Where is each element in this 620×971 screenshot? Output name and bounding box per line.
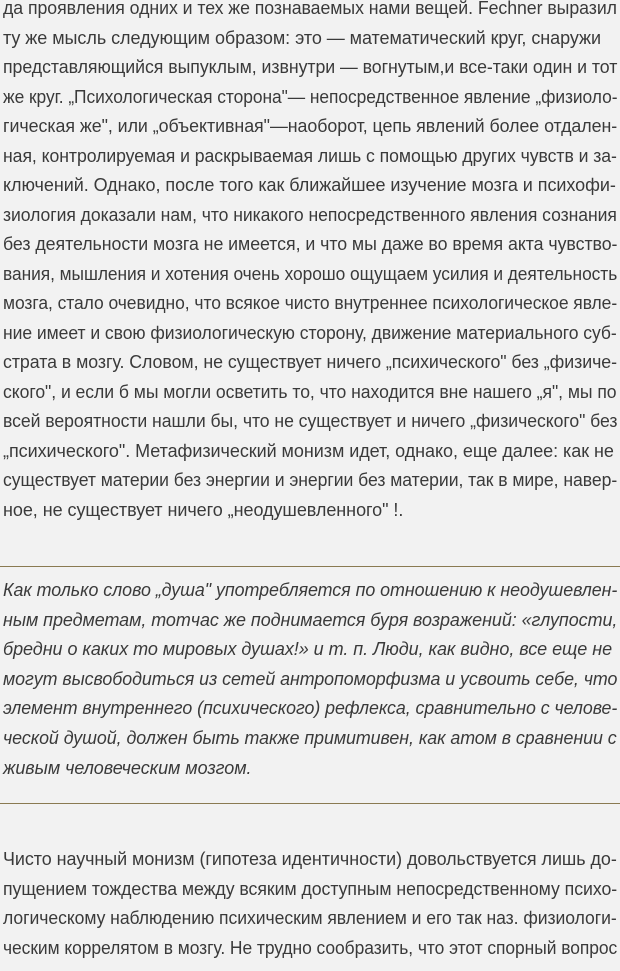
quote-line: могут высвободиться из сетей антропоморфизма и усвоить себе, что bbox=[3, 668, 618, 689]
quote-line: бредни о каких то мировых душах!» и т. п. Люди, как видно, все еще не bbox=[3, 639, 613, 660]
quote-line: ным предметам, тотчас же поднимается буря возражений: «глупости, bbox=[3, 609, 618, 630]
text-line: без деятельности мозга не имеется, и что мы даже во время акта чувство- bbox=[3, 234, 618, 254]
text-line: всей вероятности нашли бы, что не существует и ничего „физического" без bbox=[3, 411, 618, 431]
text-line: Чисто научный монизм (гипотеза идентичности) довольствуется лишь до- bbox=[3, 849, 617, 869]
paragraph-1 bbox=[3, 0, 619, 525]
quote-block bbox=[3, 576, 619, 783]
text-line: ключений. Однако, после того как ближайшее изучение мозга и психофи- bbox=[3, 175, 616, 195]
text-line: ческим коррелятом в мозгу. Не трудно сообразить, что этот спорный вопрос bbox=[3, 937, 618, 958]
quote-line: ческой душой, должен быть также примитивен, как атом в сравнении с bbox=[3, 727, 617, 748]
text-line: ние имеет и свою физиологическую сторону, движение материального суб- bbox=[3, 322, 617, 343]
text-line: ная, контролируемая и раскрываемая лишь с помощью других чувств и за- bbox=[3, 145, 617, 166]
paragraph-2 bbox=[3, 845, 619, 963]
text-line: да проявления одних и тех же познаваемых нами вещей. Fechner выразил bbox=[3, 0, 617, 18]
text-line: мозга, стало очевидно, что всякое чисто внутреннее психологическое явле- bbox=[3, 293, 618, 313]
text-line: же круг. „Психологическая сторона"— непосредственное явление „физиоло- bbox=[3, 86, 618, 107]
divider-top bbox=[0, 566, 620, 567]
text-line: ского", и если б мы могли осветить то, что находится вне нашего „я", мы по bbox=[3, 381, 617, 402]
text-line: ное, не существует ничего „неодушевленного" !. bbox=[3, 499, 404, 520]
text-line: вания, мышления и хотения очень хорошо ощущаем усилия и деятельность bbox=[3, 263, 618, 284]
quote-line: живым человеческим мозгом. bbox=[3, 757, 252, 778]
text-line: ту же мысль следующим образом: это — математический круг, снаружи bbox=[3, 27, 602, 48]
text-line: гическая же", или „объективная"—наоборот, цепь явлений более отдален- bbox=[3, 116, 618, 136]
text-line: пущением тождества между всяким доступным непосредственному психо- bbox=[3, 878, 618, 899]
divider-bottom bbox=[0, 803, 620, 804]
text-line: логическому наблюдению психическим явлением и его так наз. физиологи- bbox=[3, 908, 617, 928]
text-line: существует материи без энергии и энергии без материи, так в мире, навер- bbox=[3, 470, 618, 490]
text-line: представляющийся выпуклым, извнутри — вогнутым,и все-таки один и тот bbox=[3, 57, 618, 77]
text-line: страта в мозгу. Словом, не существует ничего „психического" без „физиче- bbox=[3, 352, 617, 372]
text-line: зиология доказали нам, что никакого непосредственного явления сознания bbox=[3, 204, 617, 225]
text-line: „психического". Метафизический монизм идет, однако, еще далее: как не bbox=[3, 440, 614, 461]
quote-line: элемент внутреннего (психического) рефлекса, сравнительно с челове- bbox=[3, 698, 618, 719]
quote-line: Как только слово „душа" употребляется по отношению к неодушевлен- bbox=[3, 580, 618, 600]
